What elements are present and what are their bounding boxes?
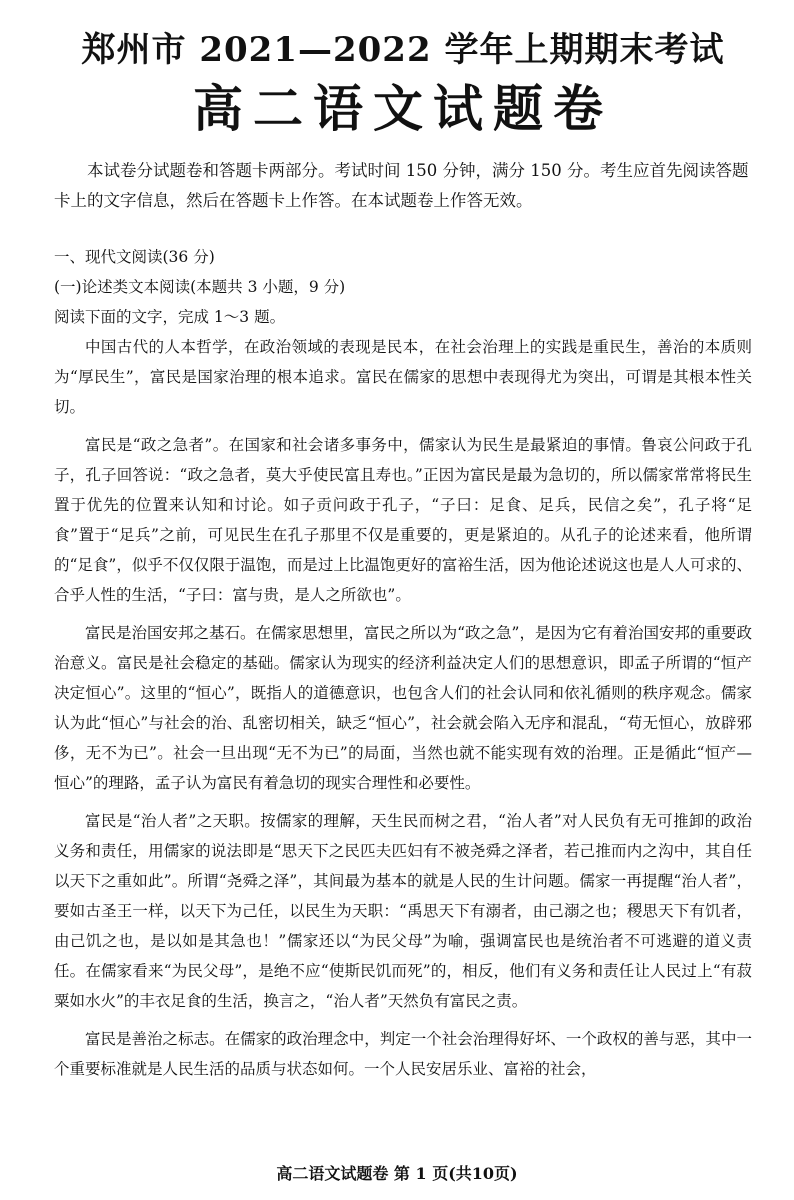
exam-instructions: 本试卷分试题卷和答题卡两部分。考试时间 150 分钟，满分 150 分。考生应首先阅读答题卡上的文字信息，然后在答题卡上作答。在本试题卷上作答无效。: [54, 161, 749, 210]
reading-prompt: 阅读下面的文字，完成 1～3 题。: [54, 308, 286, 326]
exam-subtitle: 高二语文试题卷: [193, 79, 613, 138]
passage-paragraph: 富民是善治之标志。在儒家的政治理念中，判定一个社会治理得好坏、一个政权的善与恶，其中一个重要标准就是人民生活的品质与状态如何。一个人民安居乐业、富裕的社会，: [54, 1030, 752, 1078]
exam-title: 郑州市 2021—2022 学年上期期末考试: [81, 30, 725, 70]
passage-paragraph: 中国古代的人本哲学，在政治领域的表现是民本，在社会治理上的实践是重民生，善治的本质则为“厚民生”，富民是国家治理的根本追求。富民在儒家的思想中表现得尤为突出，可谓是其根本性关切。: [54, 338, 752, 416]
section-heading: 一、现代文阅读(36 分): [54, 248, 215, 266]
page-footer: 高二语文试题卷 第 1 页(共10页): [276, 1164, 518, 1183]
passage: [54, 332, 752, 1084]
passage-paragraph: 富民是治国安邦之基石。在儒家思想里，富民之所以为“政之急”，是因为它有着治国安邦的重要政治意义。富民是社会稳定的基础。儒家认为现实的经济利益决定人们的思想意识，即孟子所谓的“恒产决定恒心”。这里的“恒心”，既指人的道德意识，也包含人们的社会认同和依礼循则的秩序观念。儒家认为此“恒心”与社会的治、乱密切相关，缺乏“恒心”，社会就会陷入无序和混乱，“苟无恒心，放辟邪侈，无不为已”。社会一旦出现“无不为已”的局面，当然也就不能实现有效的治理。正是循此“恒产—恒心”的理路，孟子认为富民有着急切的现实合理性和必要性。: [54, 624, 752, 792]
passage-paragraph: 富民是“政之急者”。在国家和社会诸多事务中，儒家认为民生是最紧迫的事情。鲁哀公问政于孔子，孔子回答说：“政之急者，莫大乎使民富且寿也。”正因为富民是最为急切的，所以儒家常常将民生置于优先的位置来认知和讨论。如子贡问政于孔子，“子曰：足食、足兵，民信之矣”，孔子将“足食”置于“足兵”之前，可见民生在孔子那里不仅是重要的，更是紧迫的。从孔子的论述来看，他所谓的“足食”，似乎不仅仅限于温饱，而是过上比温饱更好的富裕生活，因为他论述说这也是人人可求的、合乎人性的生活，“子曰：富与贵，是人之所欲也”。: [54, 436, 752, 604]
passage-paragraph: 富民是“治人者”之天职。按儒家的理解，天生民而树之君，“治人者”对人民负有无可推卸的政治义务和责任，用儒家的说法即是“思天下之民匹夫匹妇有不被尧舜之泽者，若己推而内之沟中，其自任以天下之重如此”。所谓“尧舜之泽”，其间最为基本的就是人民的生计问题。儒家一再提醒“治人者”，要如古圣王一样，以天下为己任，以民生为天职：“禹思天下有溺者，由己溺之也；稷思天下有饥者，由己饥之也，是以如是其急也！”儒家还以“为民父母”为喻，强调富民也是统治者不可逃避的道义责任。在儒家看来“为民父母”，是绝不应“使斯民饥而死”的，相反，他们有义务和责任让人民过上“有菽粟如水火”的丰衣足食的生活，换言之，“治人者”天然负有富民之责。: [54, 812, 752, 1010]
subsection-heading: (一)论述类文本阅读(本题共 3 小题，9 分): [54, 278, 346, 296]
